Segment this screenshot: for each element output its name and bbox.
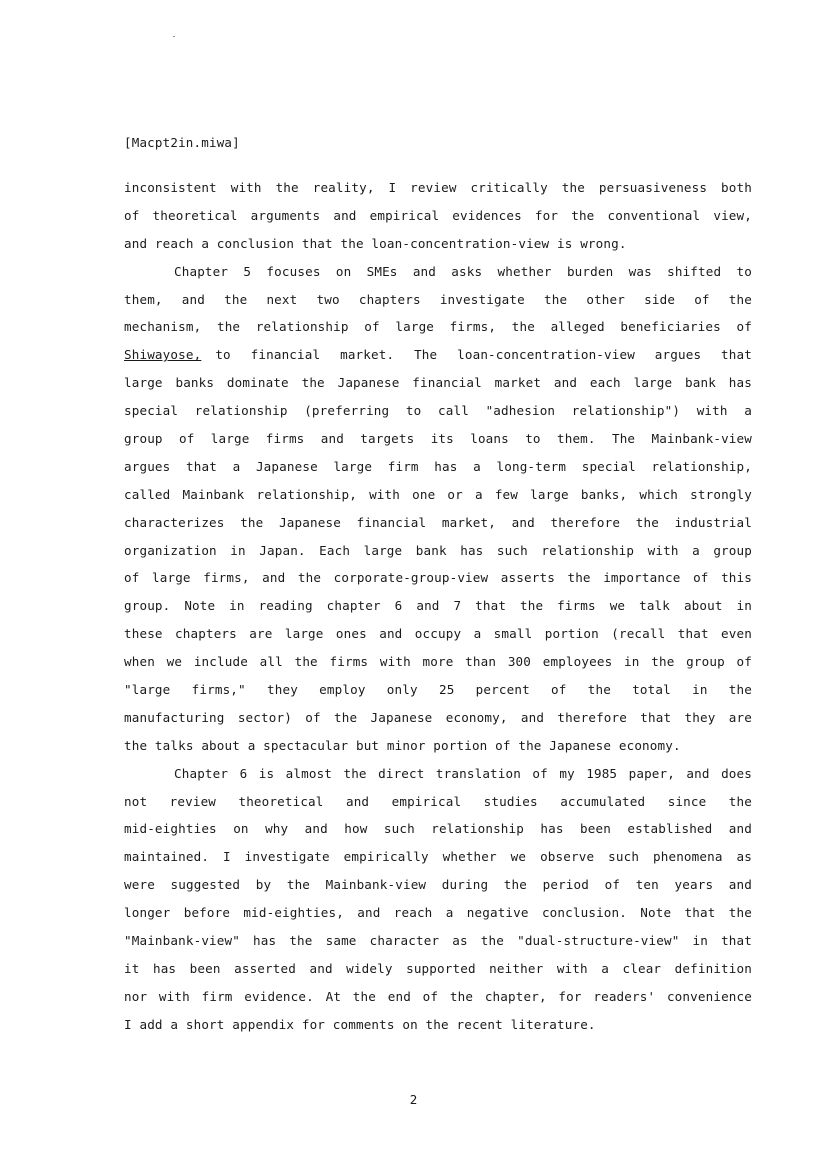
text-line: characterizes the Japanese financial market, and therefore the industrial bbox=[124, 514, 752, 530]
text-line: not review theoretical and empirical studies accumulated since the bbox=[124, 793, 752, 809]
text-line: manufacturing sector) of the Japanese economy, and therefore that they are bbox=[124, 709, 752, 725]
text-line bbox=[124, 341, 752, 369]
text-line: "Mainbank-view" has the same character as the "dual-structure-view" in that bbox=[124, 933, 752, 949]
paragraph-start-line: Chapter 6 is almost the direct translation of my 1985 paper, and does bbox=[174, 765, 752, 781]
text-line: when we include all the firms with more than 300 employees in the group of bbox=[124, 654, 752, 670]
text-line: the talks about a spectacular but minor portion of the Japanese economy. bbox=[124, 737, 681, 753]
text-line: and reach a conclusion that the loan-concentration-view is wrong. bbox=[124, 235, 627, 251]
scan-speck bbox=[173, 36, 175, 37]
text-line: large banks dominate the Japanese financial market and each large bank has bbox=[124, 375, 752, 391]
body-text bbox=[124, 174, 752, 1039]
text-line: I add a short appendix for comments on the recent literature. bbox=[124, 1016, 596, 1032]
text-line: group. Note in reading chapter 6 and 7 that the firms we talk about in bbox=[124, 598, 752, 614]
file-tag: [Macpt2in.miwa] bbox=[124, 135, 240, 150]
text-line: mid-eighties on why and how such relationship has been established and bbox=[124, 821, 752, 837]
shiwayose-term: Shiwayose, bbox=[124, 347, 202, 363]
text-line: organization in Japan. Each large bank has such relationship with a group bbox=[124, 542, 752, 558]
text-line: it has been asserted and widely supported neither with a clear definition bbox=[124, 960, 752, 976]
text-line: maintained. I investigate empirically whether we observe such phenomena as bbox=[124, 849, 752, 865]
page-number: 2 bbox=[409, 1092, 418, 1107]
text-line: "large firms," they employ only 25 percent of the total in the bbox=[124, 682, 752, 698]
text-line: of theoretical arguments and empirical evidences for the conventional view, bbox=[124, 207, 752, 223]
text-line: mechanism, the relationship of large firms, the alleged beneficiaries of bbox=[124, 319, 752, 335]
text-line: argues that a Japanese large firm has a long-term special relationship, bbox=[124, 458, 752, 474]
text-line-rest: to financial market. The loan-concentration-view argues that bbox=[215, 347, 752, 363]
text-line: these chapters are large ones and occupy a small portion (recall that even bbox=[124, 626, 752, 642]
paragraph-start-line: Chapter 5 focuses on SMEs and asks whether burden was shifted to bbox=[174, 263, 752, 279]
text-line: nor with firm evidence. At the end of the chapter, for readers' convenience bbox=[124, 988, 752, 1004]
text-line: inconsistent with the reality, I review critically the persuasiveness both bbox=[124, 180, 752, 195]
text-line: group of large firms and targets its loans to them. The Mainbank-view bbox=[124, 431, 752, 447]
text-line: longer before mid-eighties, and reach a negative conclusion. Note that the bbox=[124, 905, 752, 921]
text-line: called Mainbank relationship, with one or a few large banks, which strongly bbox=[124, 486, 752, 502]
text-line: were suggested by the Mainbank-view during the period of ten years and bbox=[124, 877, 752, 893]
text-line: special relationship (preferring to call "adhesion relationship") with a bbox=[124, 403, 752, 419]
text-line: them, and the next two chapters investigate the other side of the bbox=[124, 291, 752, 307]
text-line: of large firms, and the corporate-group-view asserts the importance of this bbox=[124, 570, 752, 586]
